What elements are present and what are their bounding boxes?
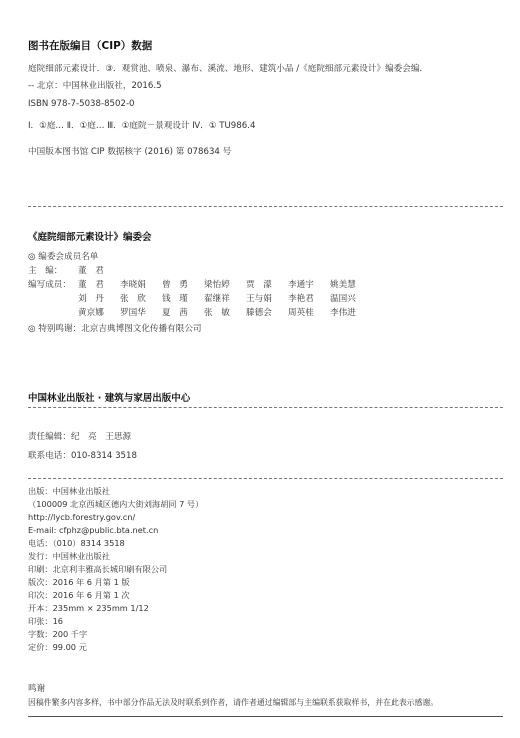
- writer-name: 贾 濛: [246, 280, 272, 290]
- cip-isbn: ISBN 978-7-5038-8502-0: [28, 99, 135, 109]
- writers-row: [28, 277, 372, 291]
- writer-name: 罗国华: [120, 308, 146, 318]
- acknowledgement-title: 鸣谢: [28, 684, 46, 694]
- pubinfo-format: 开本：235mm × 235mm 1/12: [28, 603, 149, 613]
- pubinfo-email: E-mail: cfphz@public.bta.net.cn: [28, 525, 159, 535]
- committee-list-title: ◎ 编委会成员名单: [28, 252, 99, 262]
- writer-name: 李艳君: [288, 294, 314, 304]
- responsible-editor: 责任编辑：纪 亮 王思源: [28, 432, 132, 442]
- publisher-title: 中国林业出版社 · 建筑与家居出版中心: [28, 393, 191, 404]
- chief-editor-name: 董 君: [78, 266, 104, 276]
- writer-name: 黄京娜: [78, 308, 104, 318]
- writer-name: 曾 勇: [162, 280, 188, 290]
- writer-name: 刘 丹: [78, 294, 104, 304]
- pubinfo-address: （100009 北京西城区德内大街刘海胡同 7 号）: [28, 499, 204, 509]
- divider: [28, 206, 503, 207]
- bottom-rule: [28, 716, 503, 717]
- cip-line-1: 庭院细部元素设计．③．观赏池、喷泉、瀑布、溪流、地形、建筑小品 /《庭院细部元素设计》编委会编．: [28, 64, 429, 74]
- pubinfo-sheets: 印张：16: [28, 616, 63, 626]
- pubinfo-distributor: 发行：中国林业出版社: [28, 551, 110, 561]
- copyright-page: [28, 0, 503, 738]
- divider: [28, 478, 503, 479]
- cip-title: 图书在版编目（CIP）数据: [28, 40, 153, 52]
- writer-name: 滕德会: [246, 308, 272, 318]
- writer-name: 李伟进: [330, 308, 356, 318]
- writer-name: 温国兴: [330, 294, 356, 304]
- writer-name: 张 欣: [120, 294, 146, 304]
- cip-classification: Ⅰ．①庭… Ⅱ．①庭… Ⅲ．①庭院－景观设计 Ⅳ．① TU986.4: [28, 121, 256, 131]
- writer-name: 姚美慧: [330, 280, 356, 290]
- cip-line-2: -- 北京：中国林业出版社，2016.5: [28, 81, 162, 91]
- pubinfo-website: http://lycb.forestry.gov.cn/: [28, 512, 136, 522]
- pubinfo-impression: 印次：2016 年 6 月第 1 次: [28, 590, 130, 600]
- committee-grid: [28, 263, 372, 319]
- cip-library-number: 中国版本图书馆 CIP 数据核字 (2016) 第 078634 号: [28, 147, 232, 157]
- divider: [28, 407, 503, 408]
- pubinfo-word-count: 字数：200 千字: [28, 629, 88, 639]
- acknowledgement-text: 因稿件繁多内容多样，书中部分作品无法及时联系到作者，请作者通过编辑部与主编联系获取样书，并在此表示感谢。: [28, 698, 439, 707]
- writer-name: 梁怡婷: [204, 280, 230, 290]
- chief-editor-row: [28, 263, 372, 277]
- special-thanks: ◎ 特别鸣谢：北京吉典博图文化传播有限公司: [28, 324, 202, 334]
- pubinfo-phone: 电话：（010）8314 3518: [28, 538, 125, 548]
- committee-title: 《庭院细部元素设计》编委会: [28, 232, 152, 243]
- contact-phone: 联系电话：010-8314 3518: [28, 451, 137, 461]
- writer-name: 王与娟: [246, 294, 272, 304]
- writer-name: 董 君: [78, 280, 104, 290]
- chief-editor-label: 主 编：: [28, 266, 63, 276]
- writer-name: 夏 茜: [162, 308, 188, 318]
- writer-name: 李通宇: [288, 280, 314, 290]
- pubinfo-price: 定价：99.00 元: [28, 642, 87, 652]
- pubinfo-publisher: 出版：中国林业出版社: [28, 486, 110, 496]
- writers-row: [28, 291, 372, 305]
- writer-name: 钱 瑾: [162, 294, 188, 304]
- writer-name: 翟继祥: [204, 294, 230, 304]
- writer-name: 周英桂: [288, 308, 314, 318]
- writers-row: [28, 305, 372, 319]
- writers-label: 编写成员：: [28, 280, 71, 290]
- pubinfo-printer: 印刷：北京利丰雅高长城印刷有限公司: [28, 564, 168, 574]
- pubinfo-edition: 版次：2016 年 6 月第 1 版: [28, 577, 130, 587]
- writer-name: 张 敏: [204, 308, 230, 318]
- writer-name: 李晓娟: [120, 280, 146, 290]
